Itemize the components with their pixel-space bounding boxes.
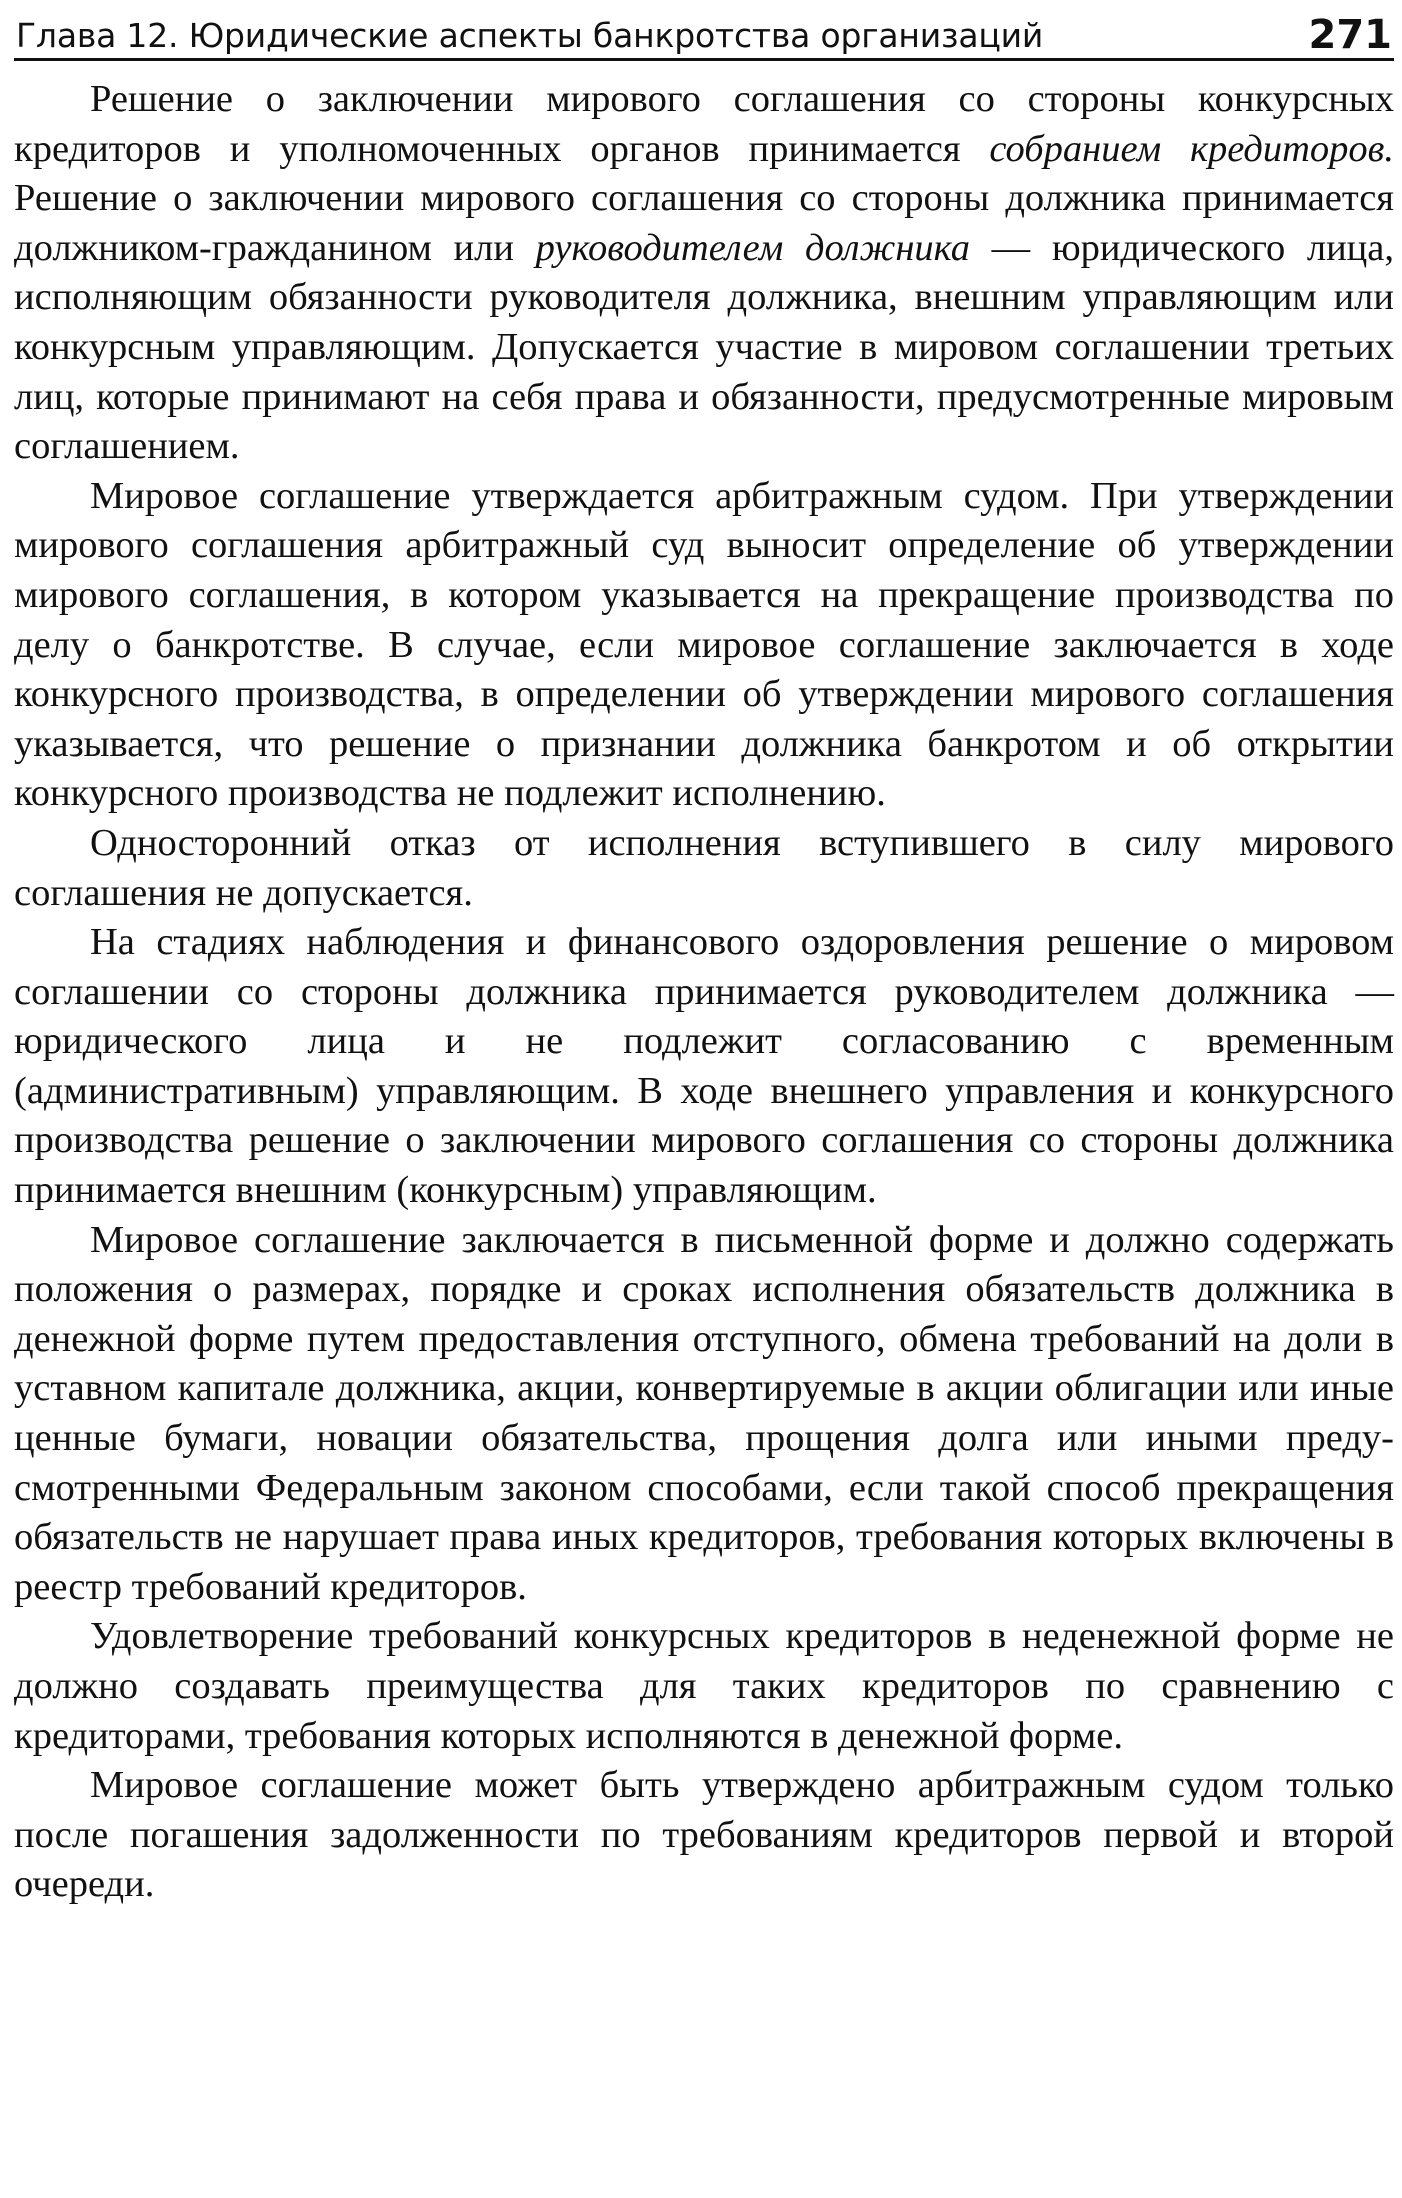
paragraph: Удовлетворение требований конкурсных кредиторов в неденежной форме не должно создавать преимущества для таких кредиторов по сравнению с кредиторами, требования которых исполняются в денежной форме. xyxy=(14,1615,1394,1757)
chapter-title: Глава 12. Юридические аспекты банкротства организаций xyxy=(16,16,1044,55)
italic-term: руководителем должника xyxy=(535,226,970,269)
paragraph-text: Решение о заключении мирового соглашения со стороны конкурсных кредиторов и уполномоченных органов принимается xyxy=(14,78,1394,170)
paragraph: Мировое соглашение заключается в письменной форме и должно содержать положения о размерах, порядке и сроках исполнения обязательств должника в денежной форме путем предоставления отступного, обмена требований на доли в уставном капитале должника, акции, конвертируемые в акции облигации или иные ценные бумаги, новации обязательства, прощения долга или иными предусмотренными Федеральным законом способами, если такой способ прекращения обязательств не нарушает права иных кредиторов, требования которых включены в реестр требований кредиторов. xyxy=(14,1218,1394,1608)
paragraph: Односторонний отказ от исполнения вступившего в силу мирового соглашения не допускается. xyxy=(14,821,1394,914)
book-page xyxy=(14,8,1394,1910)
body-text xyxy=(14,75,1394,1910)
page-number: 271 xyxy=(1308,12,1392,58)
italic-term: собранием кредиторов. xyxy=(989,127,1394,170)
paragraph: Мировое соглашение может быть утверждено арбитражным судом только после погашения задолженности по требованиям кредиторов первой и второй очереди. xyxy=(14,1764,1394,1906)
paragraph-text: — юридического лица, исполняющим обязанности руководителя должника, внешним управляющим или конкурсным управляющим. Допускается участие в мировом соглашении третьих лиц, которые принимают на себя права и обязанности, предусмотренные мировым соглашением. xyxy=(14,226,1394,468)
paragraph: На стадиях наблюдения и финансового оздоровления решение о мировом соглашении со стороны должника принимается руководителем должника — юридического лица и не подлежит согласованию с временным (административным) управляющим. В ходе внешнего управления и конкурсного производства решение о заключении мирового соглашения со стороны должника принимается внешним (конкурсным) управляющим. xyxy=(14,921,1394,1212)
running-head xyxy=(14,8,1394,61)
paragraph xyxy=(14,75,1394,472)
paragraph-text: Решение о заключении мирового соглашения со стороны должника принимается должником-гражданином или xyxy=(14,177,1394,269)
paragraph: Мировое соглашение утверждается арбитражным судом. При утверждении мирового соглашения арбитражный суд выносит определение об утверждении мирового соглашения, в котором указывается на прекращение производства по делу о банкротстве. В случае, если мировое соглашение заключается в ходе конкурсного производства, в определении об утверждении мирового соглашения указывается, что решение о признании должника банкротом и об открытии конкурсного производства не подлежит исполнению. xyxy=(14,474,1394,815)
